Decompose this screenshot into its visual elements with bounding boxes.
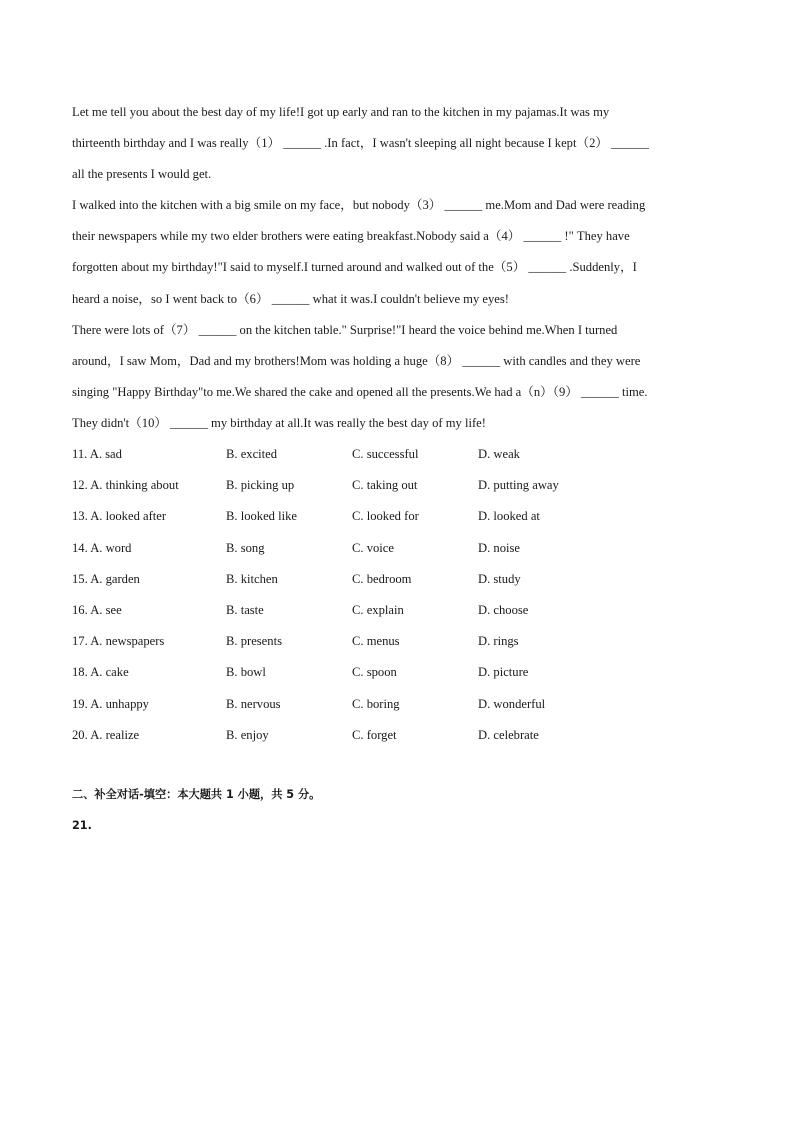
- options-list: [72, 439, 732, 751]
- question-13-options: [72, 501, 732, 532]
- option-b: B. presents: [226, 634, 282, 649]
- option-d: D. weak: [478, 447, 520, 462]
- option-b: B. bowl: [226, 665, 266, 680]
- option-c: C. boring: [352, 696, 400, 711]
- passage: [72, 97, 732, 439]
- option-c: C. spoon: [352, 665, 397, 680]
- passage-line: I walked into the kitchen with a big smile on my face，but nobody（3） ______ me.Mom and Dad were reading: [72, 198, 646, 213]
- option-d: D. picture: [478, 665, 529, 680]
- question-12-options: [72, 470, 732, 501]
- option-c: C. looked for: [352, 509, 419, 524]
- passage-line: singing "Happy Birthday"to me.We shared the cake and opened all the presents.We had a（n）（9） ______ time.: [72, 384, 648, 399]
- option-d: D. celebrate: [478, 727, 539, 742]
- passage-line: all the presents I would get.: [72, 167, 212, 182]
- option-b: B. song: [226, 540, 265, 555]
- passage-line: There were lots of（7） ______ on the kitchen table." Surprise!"I heard the voice behind me.When I turned: [72, 322, 618, 337]
- option-d: D. rings: [478, 634, 519, 649]
- option-c: C. menus: [352, 634, 400, 649]
- option-a: 12. A. thinking about: [72, 478, 179, 493]
- option-a: 13. A. looked after: [72, 509, 167, 524]
- question-11-options: [72, 439, 732, 470]
- passage-line: Let me tell you about the best day of my life!I got up early and ran to the kitchen in my pajamas.It was my: [72, 105, 610, 119]
- option-a: 11. A. sad: [72, 447, 122, 462]
- option-d: D. choose: [478, 602, 529, 617]
- option-a: 14. A. word: [72, 540, 132, 555]
- option-c: C. forget: [352, 727, 397, 742]
- option-b: B. nervous: [226, 696, 281, 711]
- question-15-options: [72, 564, 732, 595]
- option-b: B. kitchen: [226, 571, 278, 586]
- option-a: 15. A. garden: [72, 571, 140, 586]
- passage-line: They didn't（10） ______ my birthday at all.It was really the best day of my life!: [72, 415, 486, 430]
- section-heading: 二、补全对话-填空：本大题共 1 小题，共 5 分。: [72, 788, 321, 801]
- option-b: B. excited: [226, 447, 278, 462]
- option-b: B. enjoy: [226, 727, 269, 742]
- option-d: D. putting away: [478, 478, 559, 493]
- question-18-options: [72, 657, 732, 688]
- option-c: C. successful: [352, 447, 419, 462]
- question-20-options: [72, 720, 732, 751]
- option-c: C. bedroom: [352, 571, 412, 586]
- question-14-options: [72, 533, 732, 564]
- option-c: C. taking out: [352, 478, 418, 493]
- cloze-passage-page: [72, 97, 732, 751]
- option-a: 16. A. see: [72, 602, 122, 617]
- option-d: D. study: [478, 571, 521, 586]
- option-b: B. looked like: [226, 509, 298, 524]
- question-17-options: [72, 626, 732, 657]
- option-a: 17. A. newspapers: [72, 634, 165, 649]
- passage-line: forgotten about my birthday!"I said to myself.I turned around and walked out of the（5） ______ .Suddenly，I: [72, 260, 637, 275]
- question-16-options: [72, 595, 732, 626]
- option-b: B. taste: [226, 602, 264, 617]
- question-19-options: [72, 689, 732, 720]
- option-b: B. picking up: [226, 478, 295, 493]
- option-c: C. voice: [352, 540, 394, 555]
- passage-line: their newspapers while my two elder brothers were eating breakfast.Nobody said a（4） ______ !" They have: [72, 229, 630, 244]
- option-d: D. looked at: [478, 509, 540, 524]
- option-c: C. explain: [352, 602, 404, 617]
- question-number: 21.: [72, 819, 92, 832]
- option-a: 20. A. realize: [72, 727, 140, 742]
- option-a: 19. A. unhappy: [72, 696, 149, 711]
- option-d: D. noise: [478, 540, 520, 555]
- option-d: D. wonderful: [478, 696, 546, 711]
- passage-line: around，I saw Mom，Dad and my brothers!Mom was holding a huge（8） ______ with candles and they were: [72, 353, 641, 368]
- option-a: 18. A. cake: [72, 665, 129, 680]
- passage-line: heard a noise，so I went back to（6） ______ what it was.I couldn't believe my eyes!: [72, 291, 509, 306]
- passage-line: thirteenth birthday and I was really（1） ______ .In fact，I wasn't sleeping all night because I kept（2） ______: [72, 136, 649, 151]
